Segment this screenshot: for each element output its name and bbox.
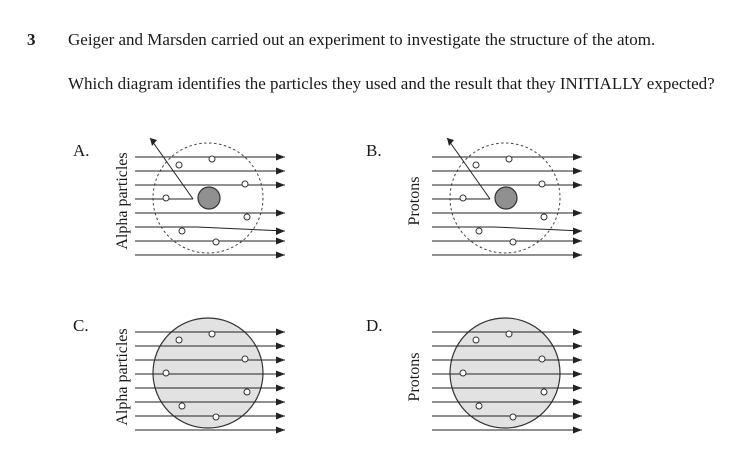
electron xyxy=(176,162,182,168)
arrowhead xyxy=(276,168,285,175)
electron xyxy=(209,156,215,162)
option-b-particle-label: Protons xyxy=(406,176,423,226)
electron xyxy=(473,162,479,168)
arrowhead xyxy=(276,343,285,350)
question-number: 3 xyxy=(27,30,36,49)
arrowhead xyxy=(573,228,582,236)
option-c-particle-label: Alpha particles xyxy=(114,328,131,426)
particle-path-deflected xyxy=(494,227,582,231)
electron xyxy=(539,181,545,187)
arrowhead xyxy=(276,154,285,161)
atom-diagram-a xyxy=(135,138,285,259)
electron xyxy=(541,389,547,395)
electron xyxy=(163,370,169,376)
arrowhead xyxy=(573,371,582,378)
arrowhead xyxy=(573,210,582,217)
atom-diagram-c xyxy=(135,318,285,434)
question-prompt: Which diagram identifies the particles they used and the result that they INITIALLY expected? xyxy=(68,74,715,93)
option-a-particle-label: Alpha particles xyxy=(114,152,131,250)
arrowhead xyxy=(276,228,285,236)
electron xyxy=(179,228,185,234)
arrowhead xyxy=(150,138,157,146)
electron xyxy=(460,195,466,201)
arrowhead xyxy=(276,413,285,420)
electron xyxy=(476,228,482,234)
electron xyxy=(539,356,545,362)
electron xyxy=(510,414,516,420)
arrowhead xyxy=(276,329,285,336)
arrowhead xyxy=(573,385,582,392)
arrowhead xyxy=(573,154,582,161)
option-c-letter[interactable]: C. xyxy=(73,316,89,335)
arrowhead xyxy=(276,357,285,364)
arrowhead xyxy=(573,252,582,259)
electron xyxy=(510,239,516,245)
nucleus xyxy=(495,187,517,209)
atom-diagram-d xyxy=(432,318,582,434)
option-d-letter[interactable]: D. xyxy=(366,316,383,335)
electron xyxy=(209,331,215,337)
electron xyxy=(213,239,219,245)
nucleus xyxy=(198,187,220,209)
arrowhead xyxy=(276,399,285,406)
electron xyxy=(163,195,169,201)
electron xyxy=(213,414,219,420)
atom-diagram-b xyxy=(432,138,582,259)
arrowhead xyxy=(276,252,285,259)
arrowhead xyxy=(276,182,285,189)
electron xyxy=(242,356,248,362)
electron xyxy=(244,389,250,395)
arrowhead xyxy=(573,343,582,350)
arrowhead xyxy=(573,182,582,189)
arrowhead xyxy=(276,238,285,245)
arrowhead xyxy=(573,413,582,420)
option-d-particle-label: Protons xyxy=(406,352,423,402)
arrowhead xyxy=(276,371,285,378)
arrowhead xyxy=(276,210,285,217)
electron xyxy=(506,156,512,162)
electron xyxy=(476,403,482,409)
electron xyxy=(179,403,185,409)
arrowhead xyxy=(573,357,582,364)
electron xyxy=(244,214,250,220)
arrowhead xyxy=(573,238,582,245)
electron xyxy=(473,337,479,343)
arrowhead xyxy=(573,329,582,336)
electron xyxy=(460,370,466,376)
arrowhead xyxy=(573,168,582,175)
electron xyxy=(242,181,248,187)
arrowhead xyxy=(447,138,454,146)
electron xyxy=(541,214,547,220)
electron xyxy=(506,331,512,337)
arrowhead xyxy=(276,427,285,434)
arrowhead xyxy=(573,427,582,434)
arrowhead xyxy=(573,399,582,406)
question-text: Geiger and Marsden carried out an experiment to investigate the structure of the atom. xyxy=(68,30,656,49)
option-b-letter[interactable]: B. xyxy=(366,141,382,160)
particle-path-deflected xyxy=(197,227,285,231)
arrowhead xyxy=(276,385,285,392)
electron xyxy=(176,337,182,343)
option-a-letter[interactable]: A. xyxy=(73,141,90,160)
